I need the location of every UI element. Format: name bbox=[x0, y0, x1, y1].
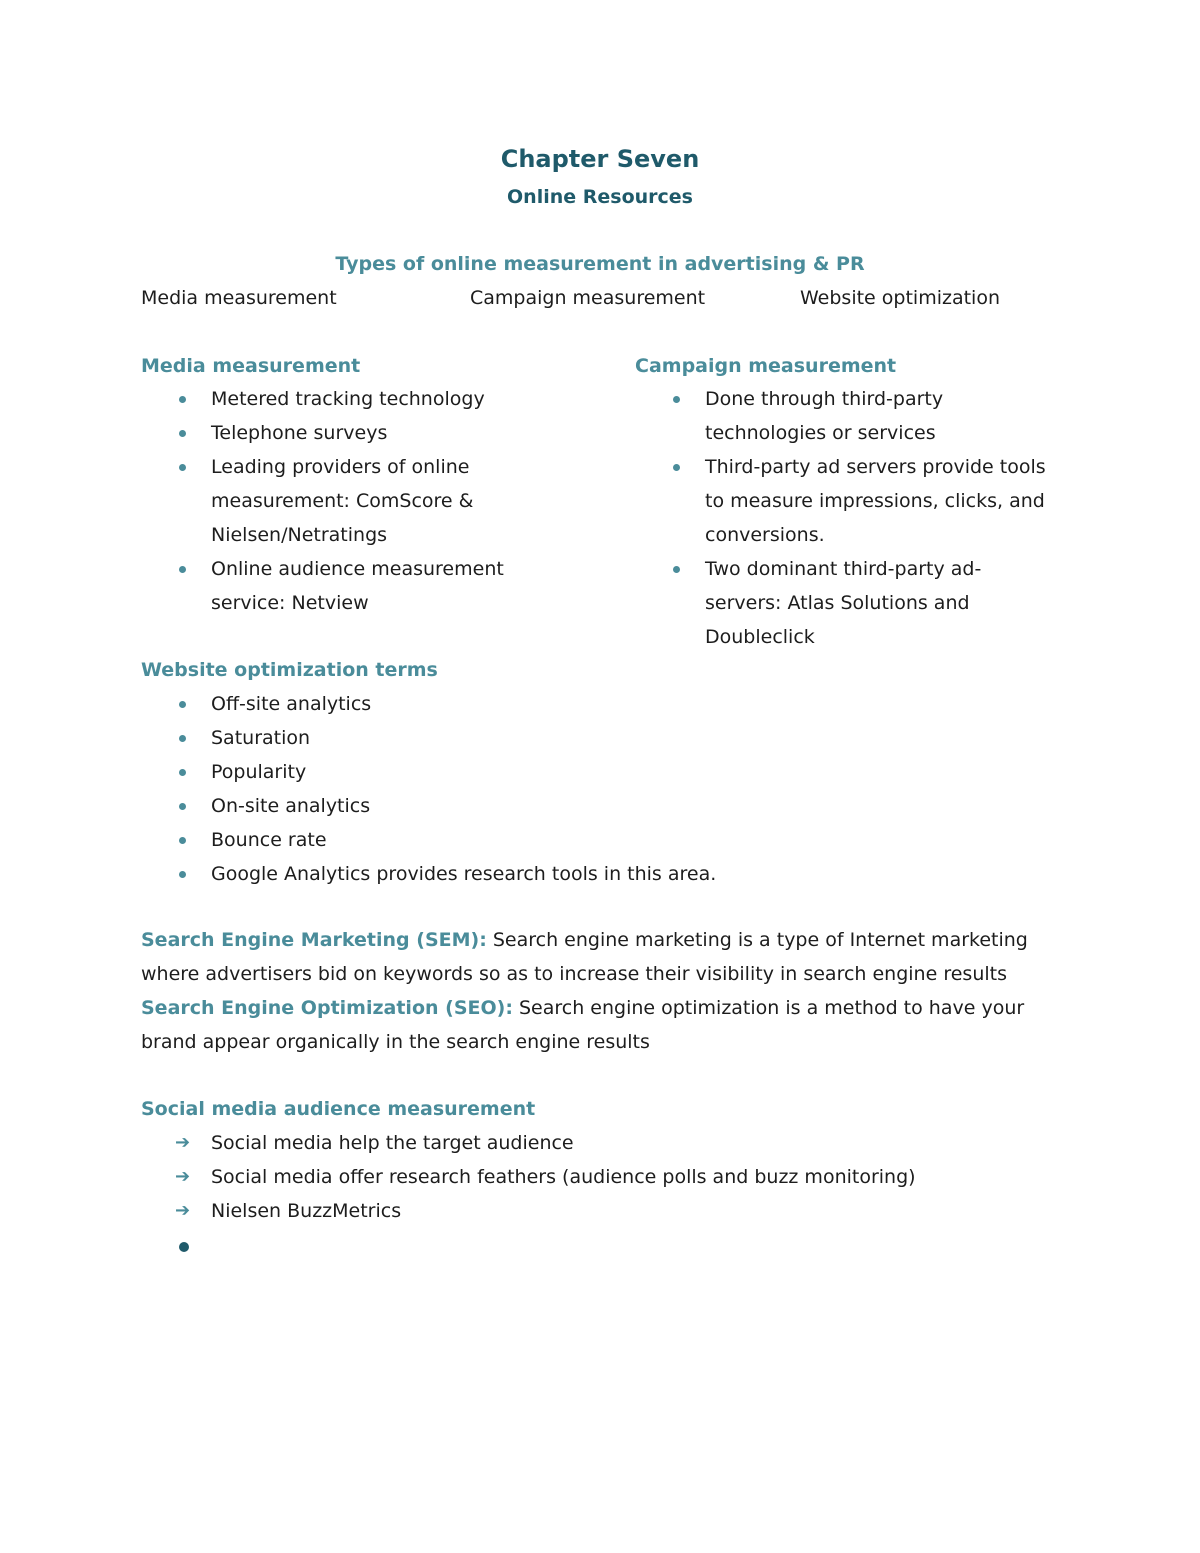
arrow-right-icon: ➔ bbox=[175, 1166, 191, 1187]
seo-term: Search Engine Optimization (SEO): bbox=[141, 997, 513, 1019]
media-heading: Media measurement bbox=[141, 355, 361, 377]
list-item: Saturation bbox=[141, 721, 941, 755]
empty-bullet-icon bbox=[179, 1242, 189, 1252]
seo-paragraph bbox=[141, 991, 1061, 1059]
list-item: Done through third-party technologies or services bbox=[635, 382, 1055, 450]
sem-term: Search Engine Marketing (SEM): bbox=[141, 929, 487, 951]
list-item: ➔ Social media offer research feathers (audience polls and buzz monitoring) bbox=[141, 1160, 916, 1194]
type-campaign: Campaign measurement bbox=[470, 287, 706, 309]
list-item: Two dominant third-party ad-servers: Atlas Solutions and Doubleclick bbox=[635, 552, 1055, 654]
sem-paragraph bbox=[141, 923, 1061, 991]
social-heading: Social media audience measurement bbox=[141, 1098, 536, 1120]
bullet-icon bbox=[179, 837, 186, 844]
list-item: Online audience measurement service: Netview bbox=[141, 552, 561, 620]
bullet-icon bbox=[179, 464, 186, 471]
list-item: ➔ Nielsen BuzzMetrics bbox=[141, 1194, 916, 1228]
campaign-heading: Campaign measurement bbox=[635, 355, 897, 377]
list-item: Telephone surveys bbox=[141, 416, 561, 450]
bullet-icon bbox=[179, 396, 186, 403]
bullet-icon bbox=[179, 701, 186, 708]
bullet-icon bbox=[179, 803, 186, 810]
bullet-icon bbox=[179, 566, 186, 573]
list-item: Popularity bbox=[141, 755, 941, 789]
list-item: ➔ Social media help the target audience bbox=[141, 1126, 916, 1160]
types-heading: Types of online measurement in advertising & PR bbox=[335, 253, 865, 275]
sem-definition: Search engine marketing is a type of Internet marketing where advertisers bid on keywords so as to increase their visibility in search engine results bbox=[141, 929, 1028, 985]
type-website: Website optimization bbox=[800, 287, 1000, 309]
seo-definition: Search engine optimization is a method to have your brand appear organically in the search engine results bbox=[141, 997, 1025, 1053]
bullet-icon bbox=[179, 735, 186, 742]
bullet-icon bbox=[179, 871, 186, 878]
bullet-icon bbox=[673, 464, 680, 471]
website-list bbox=[141, 687, 941, 891]
campaign-list bbox=[635, 382, 1055, 654]
arrow-right-icon: ➔ bbox=[175, 1132, 191, 1153]
list-item: Leading providers of online measurement: ComScore & Nielsen/Netratings bbox=[141, 450, 561, 552]
list-item: Bounce rate bbox=[141, 823, 941, 857]
page-title: Chapter Seven bbox=[500, 145, 700, 173]
list-item: On-site analytics bbox=[141, 789, 941, 823]
list-item: Google Analytics provides research tools in this area. bbox=[141, 857, 941, 891]
types-row bbox=[0, 283, 1200, 313]
website-heading: Website optimization terms bbox=[141, 659, 438, 681]
page-subtitle: Online Resources bbox=[507, 186, 693, 208]
bullet-icon bbox=[179, 769, 186, 776]
list-item: Metered tracking technology bbox=[141, 382, 561, 416]
bullet-icon bbox=[179, 430, 186, 437]
list-item: Off-site analytics bbox=[141, 687, 941, 721]
arrow-right-icon: ➔ bbox=[175, 1200, 191, 1221]
bullet-icon bbox=[673, 396, 680, 403]
social-list bbox=[141, 1126, 916, 1228]
list-item: Third-party ad servers provide tools to measure impressions, clicks, and conversions. bbox=[635, 450, 1055, 552]
media-list bbox=[141, 382, 561, 620]
type-media: Media measurement bbox=[141, 287, 337, 309]
bullet-icon bbox=[673, 566, 680, 573]
